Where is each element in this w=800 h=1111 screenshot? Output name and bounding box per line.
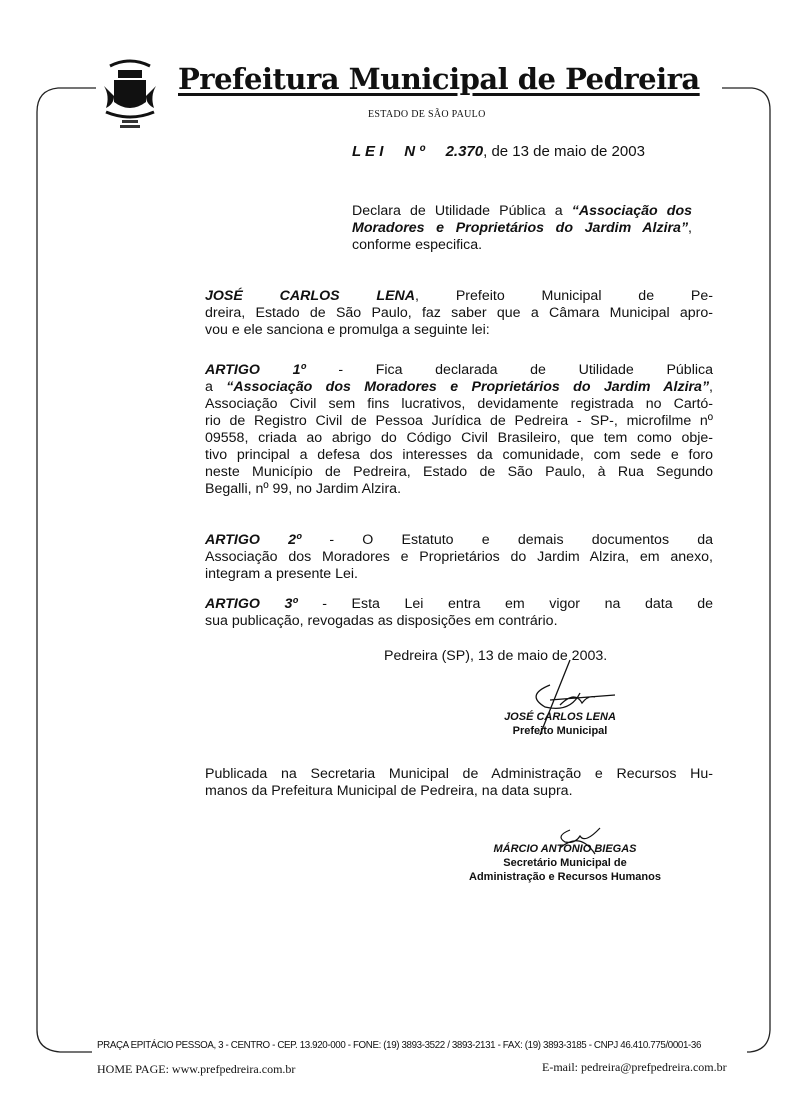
secretary-role-1: Secretário Municipal de: [503, 857, 627, 869]
body-text: manos da Prefeitura Municipal de Pedreira, na data supra.: [205, 783, 573, 799]
text-line: [205, 566, 713, 583]
body-text: neste Município de Pedreira, Estado de São Paulo, à Rua Segundo: [205, 464, 713, 480]
article-3-paragraph: [205, 596, 713, 630]
text-line: [205, 549, 713, 566]
mayor-role: Prefeito Municipal: [512, 725, 608, 737]
law-label: L E I: [352, 143, 384, 160]
body-text: ,: [709, 379, 713, 395]
body-text: ,: [688, 220, 692, 236]
footer-homepage[interactable]: HOME PAGE: www.prefpedreira.com.br: [97, 1062, 296, 1076]
body-text: Begalli, nº 99, no Jardim Alzira.: [205, 481, 402, 497]
body-text: rio de Registro Civil de Pessoa Jurídica de Pedreira - SP-, microfilme nº: [205, 413, 713, 429]
body-text: conforme especifica.: [352, 237, 483, 253]
text-line: [352, 203, 692, 220]
emphasis-text: JOSÉ CARLOS LENA: [205, 288, 416, 304]
body-text: , Prefeito Municipal de Pe-: [415, 288, 713, 304]
text-line: [205, 783, 713, 800]
article-2-paragraph: [205, 532, 713, 583]
publication-paragraph: [205, 766, 713, 800]
text-line: [205, 362, 713, 379]
body-text: a: [205, 379, 227, 395]
body-text: Associação dos Moradores e Proprietários do Jardim Alzira, em anexo,: [205, 549, 713, 565]
header-title: Prefeitura Municipal de Pedreira: [178, 62, 700, 96]
law-number: 2.370: [445, 143, 484, 160]
text-line: [205, 413, 713, 430]
emphasis-text: “Associação dos Moradores e Proprietários do Jardim Alzira”: [226, 379, 710, 395]
body-text: sua publicação, revogadas as disposições em contrário.: [205, 613, 558, 629]
text-line: [205, 396, 713, 413]
secretary-name: MÁRCIO ANTONIO BIEGAS: [493, 843, 637, 855]
place-date: Pedreira (SP), 13 de maio de 2003.: [384, 648, 608, 664]
text-line: [352, 237, 692, 254]
ementa-paragraph: [352, 203, 692, 254]
emphasis-text: ARTIGO 2º: [205, 532, 302, 548]
text-line: [205, 288, 713, 305]
mayor-name: JOSÉ CARLOS LENA: [504, 711, 616, 723]
text-line: [205, 464, 713, 481]
mayor-signature-block: [480, 710, 640, 738]
body-text: - Fica declarada de Utilidade Pública: [305, 362, 713, 378]
text-line: [205, 379, 713, 396]
text-line: [205, 430, 713, 447]
text-line: [205, 532, 713, 549]
body-text: - Esta Lei entra em vigor na data de: [297, 596, 713, 612]
emphasis-text: “Associação dos: [571, 203, 692, 219]
body-text: vou e ele sanciona e promulga a seguinte lei:: [205, 322, 490, 338]
body-text: Publicada na Secretaria Municipal de Administração e Recursos Hu-: [205, 766, 713, 782]
emphasis-text: ARTIGO 3º: [205, 596, 298, 612]
body-text: 09558, criada ao abrigo do Código Civil Brasileiro, que tem como obje-: [205, 430, 713, 446]
body-text: tivo principal a defesa dos interesses da comunidade, com sede e foro: [205, 447, 713, 463]
body-text: dreira, Estado de São Paulo, faz saber que a Câmara Municipal apro-: [205, 305, 713, 321]
header-state: ESTADO DE SÃO PAULO: [368, 109, 486, 120]
secretary-signature-block: [440, 842, 690, 884]
law-date: , de 13 de maio de 2003: [483, 143, 645, 160]
preamble-paragraph: [205, 288, 713, 339]
emphasis-text: ARTIGO 1º: [205, 362, 306, 378]
law-number-label: N º: [404, 143, 425, 160]
body-text: Associação Civil sem fins lucrativos, devidamente registrada no Cartó-: [205, 396, 713, 412]
law-heading: [352, 143, 645, 160]
text-line: [205, 322, 713, 339]
body-text: integram a presente Lei.: [205, 566, 359, 582]
text-line: [205, 766, 713, 783]
text-line: [205, 447, 713, 464]
secretary-role-2: Administração e Recursos Humanos: [469, 871, 661, 883]
footer-email[interactable]: E-mail: pedreira@prefpedreira.com.br: [542, 1060, 727, 1074]
text-line: [205, 305, 713, 322]
body-text: - O Estatuto e demais documentos da: [301, 532, 713, 548]
text-line: [352, 220, 692, 237]
municipal-crest-logo: [100, 56, 160, 132]
text-line: [205, 596, 713, 613]
article-1-paragraph: [205, 362, 713, 498]
body-text: Declara de Utilidade Pública a: [352, 203, 572, 219]
text-line: [205, 481, 713, 498]
footer-address: PRAÇA EPITÁCIO PESSOA, 3 - CENTRO - CEP. 13.920-000 - FONE: (19) 3893-3522 / 3893-2131 - FAX: (19) 3893-3185 - CNPJ 46.410.775/0001-36: [97, 1039, 702, 1051]
text-line: [205, 613, 713, 630]
emphasis-text: Moradores e Proprietários do Jardim Alzira”: [352, 220, 689, 236]
